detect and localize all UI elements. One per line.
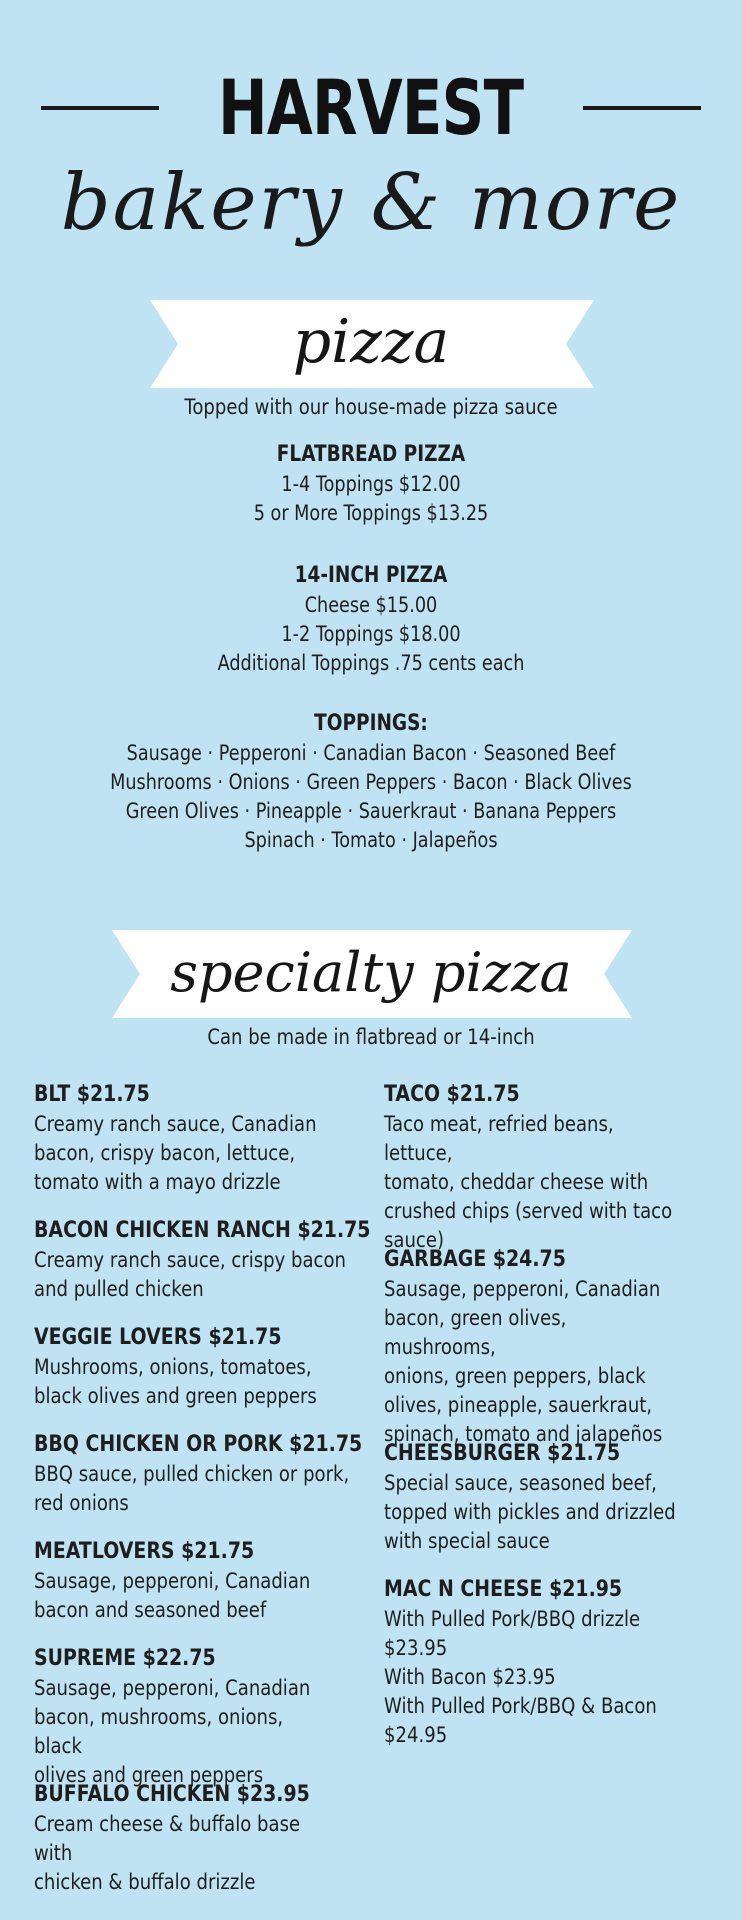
item-title: MEATLOVERS $21.75	[34, 1539, 255, 1564]
item-desc-line: BBQ sauce, pulled chicken or pork,	[34, 1462, 350, 1486]
toppings-section	[0, 709, 742, 855]
item-desc-line: sauce)	[384, 1228, 445, 1252]
fourteen-inch-section	[0, 561, 742, 678]
item-desc-line: Taco meat, refried beans, lettuce,	[384, 1112, 614, 1165]
toppings-title: TOPPINGS:	[314, 711, 428, 736]
item-title: TACO $21.75	[384, 1082, 520, 1107]
pizza-subtitle: Topped with our house-made pizza sauce	[184, 395, 558, 419]
pizza-banner-title: pizza	[292, 307, 450, 377]
brand-name: HARVEST	[218, 63, 524, 152]
brand-rule-left	[41, 106, 159, 110]
pizza-banner	[0, 300, 742, 388]
toppings-line: Spinach · Tomato · Jalapeños	[244, 828, 498, 852]
item-desc-line: red onions	[34, 1491, 129, 1515]
menu-item-cheesburger	[384, 1439, 676, 1556]
item-title: VEGGIE LOVERS $21.75	[34, 1325, 282, 1350]
item-desc-line: olives and green peppers	[34, 1763, 264, 1787]
menu-item-supreme	[34, 1644, 318, 1790]
item-desc-line: Sausage, pepperoni, Canadian	[34, 1569, 311, 1593]
item-desc-line: and pulled chicken	[34, 1277, 204, 1301]
item-desc-line: crushed chips (served with taco	[384, 1199, 673, 1223]
item-title: GARBAGE $24.75	[384, 1247, 566, 1272]
item-desc-line: With Pulled Pork/BBQ & Bacon	[384, 1694, 657, 1718]
item-desc-line: Sausage, pepperoni, Canadian	[34, 1676, 311, 1700]
item-desc-line: black olives and green peppers	[34, 1384, 317, 1408]
item-desc-line: bacon, green olives, mushrooms,	[384, 1306, 567, 1359]
fourteen-inch-price-line: 1-2 Toppings $18.00	[281, 622, 461, 646]
toppings-line: Green Olives · Pineapple · Sauerkraut · Banana Peppers	[125, 799, 617, 823]
flatbread-price-line: 5 or More Toppings $13.25	[253, 501, 489, 525]
item-desc-line: bacon, crispy bacon, lettuce,	[34, 1141, 296, 1165]
toppings-line: Mushrooms · Onions · Green Peppers · Bacon · Black Olives	[110, 770, 632, 794]
fourteen-inch-title: 14-INCH PIZZA	[294, 563, 448, 588]
menu-item-bbq-chicken-or-pork	[34, 1430, 362, 1518]
flatbread-section	[0, 440, 742, 528]
flatbread-title: FLATBREAD PIZZA	[276, 442, 466, 467]
item-desc-line: tomato, cheddar cheese with	[384, 1170, 649, 1194]
item-title: SUPREME $22.75	[34, 1646, 216, 1671]
item-desc-line: with special sauce	[384, 1529, 550, 1553]
menu-item-meatlovers	[34, 1537, 310, 1625]
fourteen-inch-price-line: Cheese $15.00	[304, 593, 438, 617]
item-desc-line: Cream cheese & buffalo base with	[34, 1812, 301, 1865]
item-title: BUFFALO CHICKEN $23.95	[34, 1782, 310, 1807]
item-desc-line: $24.95	[384, 1723, 448, 1747]
item-title: BBQ CHICKEN OR PORK $21.75	[34, 1432, 363, 1457]
item-desc-line: With Bacon $23.95	[384, 1665, 556, 1689]
item-desc-line: With Pulled Pork/BBQ drizzle $23.95	[384, 1607, 641, 1660]
item-desc-line: topped with pickles and drizzled	[384, 1500, 676, 1524]
brand-rule-right	[583, 106, 701, 110]
item-desc-line: Mushrooms, onions, tomatoes,	[34, 1355, 312, 1379]
menu-item-mac-n-cheese	[384, 1575, 676, 1750]
menu-item-buffalo-chicken	[34, 1780, 318, 1897]
item-desc-line: Creamy ranch sauce, Canadian	[34, 1112, 317, 1136]
item-title: BACON CHICKEN RANCH $21.75	[34, 1218, 371, 1243]
menu-item-garbage	[384, 1245, 676, 1449]
item-desc-line: Sausage, pepperoni, Canadian	[384, 1277, 661, 1301]
menu-item-taco	[384, 1080, 676, 1255]
item-title: MAC N CHEESE $21.95	[384, 1577, 623, 1602]
item-title: CHEESBURGER $21.75	[384, 1441, 621, 1466]
item-desc-line: olives, pineapple, sauerkraut,	[384, 1393, 653, 1417]
menu-item-bacon-chicken-ranch	[34, 1216, 370, 1304]
item-desc-line: bacon, mushrooms, onions, black	[34, 1705, 284, 1758]
brand-header	[0, 62, 742, 154]
item-desc-line: spinach, tomato and jalapeños	[384, 1422, 663, 1446]
item-desc-line: tomato with a mayo drizzle	[34, 1170, 281, 1194]
item-desc-line: onions, green peppers, black	[384, 1364, 646, 1388]
menu-item-veggie-lovers	[34, 1323, 317, 1411]
specialty-banner	[0, 930, 742, 1018]
toppings-line: Sausage · Pepperoni · Canadian Bacon · Seasoned Beef	[126, 741, 616, 765]
item-desc-line: chicken & buffalo drizzle	[34, 1870, 256, 1894]
menu-item-blt	[34, 1080, 317, 1197]
specialty-banner-title: specialty pizza	[170, 941, 572, 1004]
item-desc-line: Special sauce, seasoned beef,	[384, 1471, 657, 1495]
item-title: BLT $21.75	[34, 1082, 150, 1107]
specialty-subtitle: Can be made in flatbread or 14-inch	[207, 1025, 535, 1049]
item-desc-line: bacon and seasoned beef	[34, 1598, 267, 1622]
item-desc-line: Creamy ranch sauce, crispy bacon	[34, 1248, 346, 1272]
fourteen-inch-price-line: Additional Toppings .75 cents each	[217, 651, 525, 675]
brand-tagline: bakery & more	[60, 158, 682, 248]
flatbread-price-line: 1-4 Toppings $12.00	[281, 472, 461, 496]
